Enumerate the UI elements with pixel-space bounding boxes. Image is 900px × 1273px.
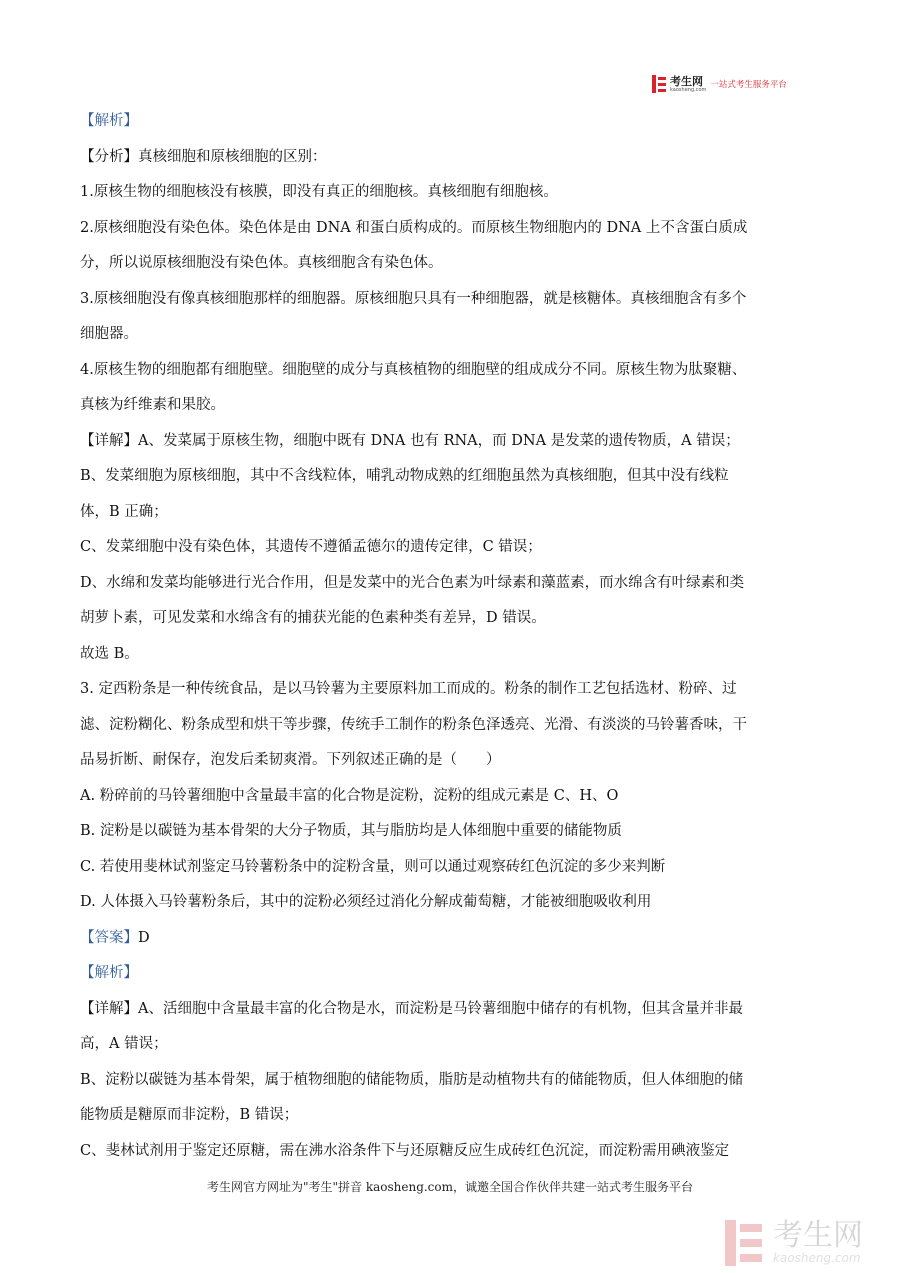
line-text: 胡萝卜素，可见发菜和水绵含有的捕获光能的色素种类有差异，D 错误。 [80, 610, 546, 626]
watermark-domain: kaosheng.com [773, 1251, 861, 1265]
text-line [80, 637, 820, 673]
logo-name: 考生网 [670, 74, 703, 88]
watermark [725, 1213, 900, 1273]
text-line [80, 353, 820, 389]
text-line [80, 601, 820, 637]
text-line [80, 211, 820, 247]
line-text: D. 人体摄入马铃薯粉条后，其中的淀粉必须经过消化分解成葡萄糖，才能被细胞吸收利用 [80, 894, 652, 910]
watermark-name: 考生网 [773, 1218, 863, 1253]
line-text: 细胞器。 [80, 326, 138, 342]
line-text: 品易折断、耐保存，泡发后柔韧爽滑。下列叙述正确的是（ ） [80, 752, 501, 768]
text-line [80, 175, 820, 211]
section-tag: 【解析】 [80, 965, 138, 981]
logo-domain: kaosheng.com [670, 86, 707, 93]
line-text: 滤、淀粉糊化、粉条成型和烘干等步骤，传统手工制作的粉条色泽透亮、光滑、有淡淡的马铃薯香味，干 [80, 716, 747, 733]
line-text: 【详解】A、活细胞中含量最丰富的化合物是水，而淀粉是马铃薯细胞中储存的有机物，但其含量并非最 [80, 1000, 743, 1017]
document-body [80, 104, 820, 1169]
line-text: 3.原核细胞没有像真核细胞那样的细胞器。原核细胞只具有一种细胞器，就是核糖体。真核细胞含有多个 [80, 290, 747, 307]
line-text: B、发菜细胞为原核细胞，其中不含线粒体，哺乳动物成熟的红细胞虽然为真核细胞，但其中没有线粒 [80, 468, 729, 484]
section-tag: 【解析】 [80, 113, 138, 129]
line-text: 3. 定西粉条是一种传统食品，是以马铃薯为主要原料加工而成的。粉条的制作工艺包括选材、粉碎、过 [80, 681, 737, 697]
line-text: 分，所以说原核细胞没有染色体。真核细胞含有染色体。 [80, 255, 443, 271]
line-text: 能物质是糖原而非淀粉，B 错误； [80, 1107, 299, 1123]
text-line [80, 1098, 820, 1134]
text-line [80, 1063, 820, 1099]
text-line [80, 140, 820, 176]
line-text: C、斐林试剂用于鉴定还原糖，需在沸水浴条件下与还原糖反应生成砖红色沉淀，而淀粉需用碘液鉴定 [80, 1142, 730, 1159]
watermark-logo-icon [725, 1218, 765, 1268]
text-line [80, 708, 820, 744]
page-footer: 考生网官方网址为"考生"拼音 kaosheng.com，诚邀全国合作伙伴共建一站式考生服务平台 [206, 1180, 694, 1194]
line-text: C. 若使用斐林试剂鉴定马铃薯粉条中的淀粉含量，则可以通过观察砖红色沉淀的多少来判断 [80, 858, 666, 875]
text-line [80, 921, 820, 957]
line-text: A. 粉碎前的马铃薯细胞中含量最丰富的化合物是淀粉，淀粉的组成元素是 C、H、O [80, 787, 619, 804]
line-text: 4.原核生物的细胞都有细胞壁。细胞壁的成分与真核植物的细胞壁的组成成分不同。原核生物为肽聚糖、 [80, 361, 747, 378]
text-line [80, 246, 820, 282]
section-tag: 【答案】 [80, 929, 138, 946]
text-line [80, 814, 820, 850]
text-line [80, 885, 820, 921]
line-text: C、发菜细胞中没有染色体，其遗传不遵循孟德尔的遗传定律，C 错误； [80, 539, 542, 555]
text-line [80, 956, 820, 992]
logo-icon [652, 75, 666, 93]
logo-slogan: 一站式考生服务平台 [710, 80, 787, 90]
text-line [80, 779, 820, 815]
text-line [80, 424, 820, 460]
text-line [80, 743, 820, 779]
line-text: 【分析】真核细胞和原核细胞的区别： [80, 148, 327, 165]
text-line [80, 566, 820, 602]
text-line [80, 1027, 820, 1063]
text-line [80, 104, 820, 140]
line-text: 高，A 错误； [80, 1036, 168, 1052]
text-line [80, 459, 820, 495]
text-line [80, 850, 820, 886]
line-text: 1.原核生物的细胞核没有核膜，即没有真正的细胞核。真核细胞有细胞核。 [80, 184, 558, 200]
line-text: 【详解】A、发菜属于原核生物，细胞中既有 DNA 也有 RNA，而 DNA 是发菜的遗传物质，A 错误； [80, 432, 740, 449]
line-text: B. 淀粉是以碳链为基本骨架的大分子物质，其与脂肪均是人体细胞中重要的储能物质 [80, 823, 622, 839]
text-line [80, 530, 820, 566]
text-line [80, 317, 820, 353]
text-line [80, 282, 820, 318]
line-text: 真核为纤维素和果胶。 [80, 397, 225, 413]
line-text: 故选 B。 [80, 645, 139, 662]
text-line [80, 992, 820, 1028]
text-line [80, 495, 820, 531]
line-text: D [138, 929, 150, 946]
line-text: B、淀粉以碳链为基本骨架，属于植物细胞的储能物质，脂肪是动植物共有的储能物质，但人体细胞的储 [80, 1071, 744, 1088]
text-line [80, 672, 820, 708]
line-text: 体，B 正确； [80, 503, 168, 520]
header-logo [652, 72, 822, 96]
text-line [80, 388, 820, 424]
text-line [80, 1134, 820, 1170]
line-text: D、水绵和发菜均能够进行光合作用，但是发菜中的光合色素为叶绿素和藻蓝素，而水绵含有叶绿素和类 [80, 574, 745, 591]
line-text: 2.原核细胞没有染色体。染色体是由 DNA 和蛋白质构成的。而原核生物细胞内的 DNA 上不含蛋白质成 [80, 219, 748, 236]
